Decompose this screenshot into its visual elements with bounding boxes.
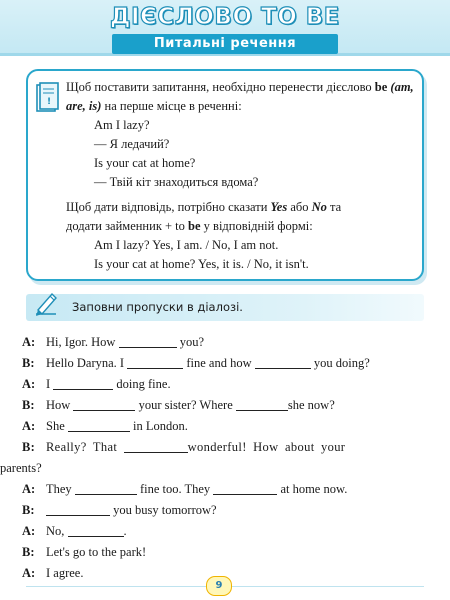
- dialog-line: [22, 395, 422, 416]
- pencil-icon: [32, 288, 60, 318]
- page-number: 9: [206, 576, 232, 596]
- dialog-text: .: [123, 524, 127, 538]
- dialog-text: you doing?: [310, 356, 370, 370]
- answer-blank[interactable]: [255, 354, 311, 369]
- rule-intro: Щоб поставити запитання, необхідно перенести дієслово be (am, are, is) на перше місце в реченні:: [66, 80, 414, 113]
- dialog-text: I agree.: [46, 566, 84, 580]
- example-question: Is your cat at home?: [94, 156, 196, 170]
- example-translation: — Я ледачий?: [94, 137, 170, 151]
- answer-example: Am I lazy? Yes, I am. / No, I am not.: [94, 238, 279, 252]
- dialog-text: your sister? Where: [135, 398, 236, 412]
- speaker-label: B:: [22, 356, 35, 370]
- answer-blank[interactable]: [46, 501, 110, 516]
- page-title: ДІЄСЛОВО TO BE: [109, 4, 341, 30]
- dialog-line: [22, 479, 422, 500]
- answer-blank[interactable]: [53, 375, 113, 390]
- example-translation: — Твій кіт знаходиться вдома?: [94, 175, 259, 189]
- dialog-text: she now?: [287, 398, 335, 412]
- rule-answer: Щоб дати відповідь, потрібно сказати Yes або No та: [66, 200, 342, 214]
- answer-blank[interactable]: [68, 522, 124, 537]
- dialog-text: She: [46, 419, 68, 433]
- answer-blank[interactable]: [127, 354, 183, 369]
- speaker-label: A:: [22, 335, 36, 349]
- dialog-text: How: [46, 398, 74, 412]
- dialog-line: [22, 353, 422, 374]
- speaker-label: B:: [22, 398, 35, 412]
- answer-blank[interactable]: [73, 396, 135, 411]
- speaker-label: A:: [22, 419, 36, 433]
- dialog-text: Let's go to the park!: [46, 545, 147, 559]
- answer-blank[interactable]: [124, 438, 188, 453]
- dialog-text: No,: [46, 524, 68, 538]
- answer-blank[interactable]: [236, 396, 288, 411]
- dialog-line: [22, 332, 422, 353]
- dialog-line: [22, 374, 422, 395]
- dialog-text: fine too. They: [136, 482, 214, 496]
- speaker-label: A:: [22, 377, 36, 391]
- dialog-text: at home now.: [277, 482, 348, 496]
- task-instruction: Заповни пропуски в діалозі.: [72, 300, 243, 314]
- dialog-text: you?: [176, 335, 205, 349]
- dialog-line: [22, 437, 422, 458]
- dialog-text: doing fine.: [113, 377, 171, 391]
- dialog-line: [22, 500, 422, 521]
- speaker-label: B:: [22, 503, 35, 517]
- dialog-text: fine and how: [183, 356, 255, 370]
- book-icon: [34, 82, 60, 114]
- dialog-text: Hi, Igor. How: [46, 335, 119, 349]
- svg-text:!: !: [46, 97, 52, 107]
- dialog-text: Really? That: [46, 440, 124, 454]
- answer-blank[interactable]: [68, 417, 130, 432]
- speaker-label: B:: [22, 440, 36, 454]
- dialog-line: [22, 542, 422, 563]
- dialog-continuation: parents?: [0, 461, 42, 475]
- answer-blank[interactable]: [119, 333, 177, 348]
- dialog-text: I: [46, 377, 54, 391]
- dialog-line: [22, 521, 422, 542]
- rule-answer-line2: додати займенник + to be у відповідній формі:: [66, 219, 313, 233]
- answer-blank[interactable]: [213, 480, 277, 495]
- page-subtitle: Питальні речення: [112, 34, 338, 54]
- speaker-label: A:: [22, 524, 36, 538]
- speaker-label: A:: [22, 482, 36, 496]
- speaker-label: B:: [22, 545, 35, 559]
- dialog-text: wonderful! How about your: [187, 440, 346, 454]
- dialog-text: you busy tomorrow?: [110, 503, 217, 517]
- dialog-text: They: [46, 482, 75, 496]
- answer-example: Is your cat at home? Yes, it is. / No, it isn't.: [94, 257, 309, 271]
- speaker-label: A:: [22, 566, 36, 580]
- dialog-text: in London.: [129, 419, 188, 433]
- dialog-exercise: [0, 332, 422, 584]
- dialog-line: [22, 416, 422, 437]
- example-question: Am I lazy?: [94, 118, 150, 132]
- rule-text: [66, 78, 422, 274]
- dialog-text: Hello Daryna. I: [46, 356, 128, 370]
- answer-blank[interactable]: [75, 480, 137, 495]
